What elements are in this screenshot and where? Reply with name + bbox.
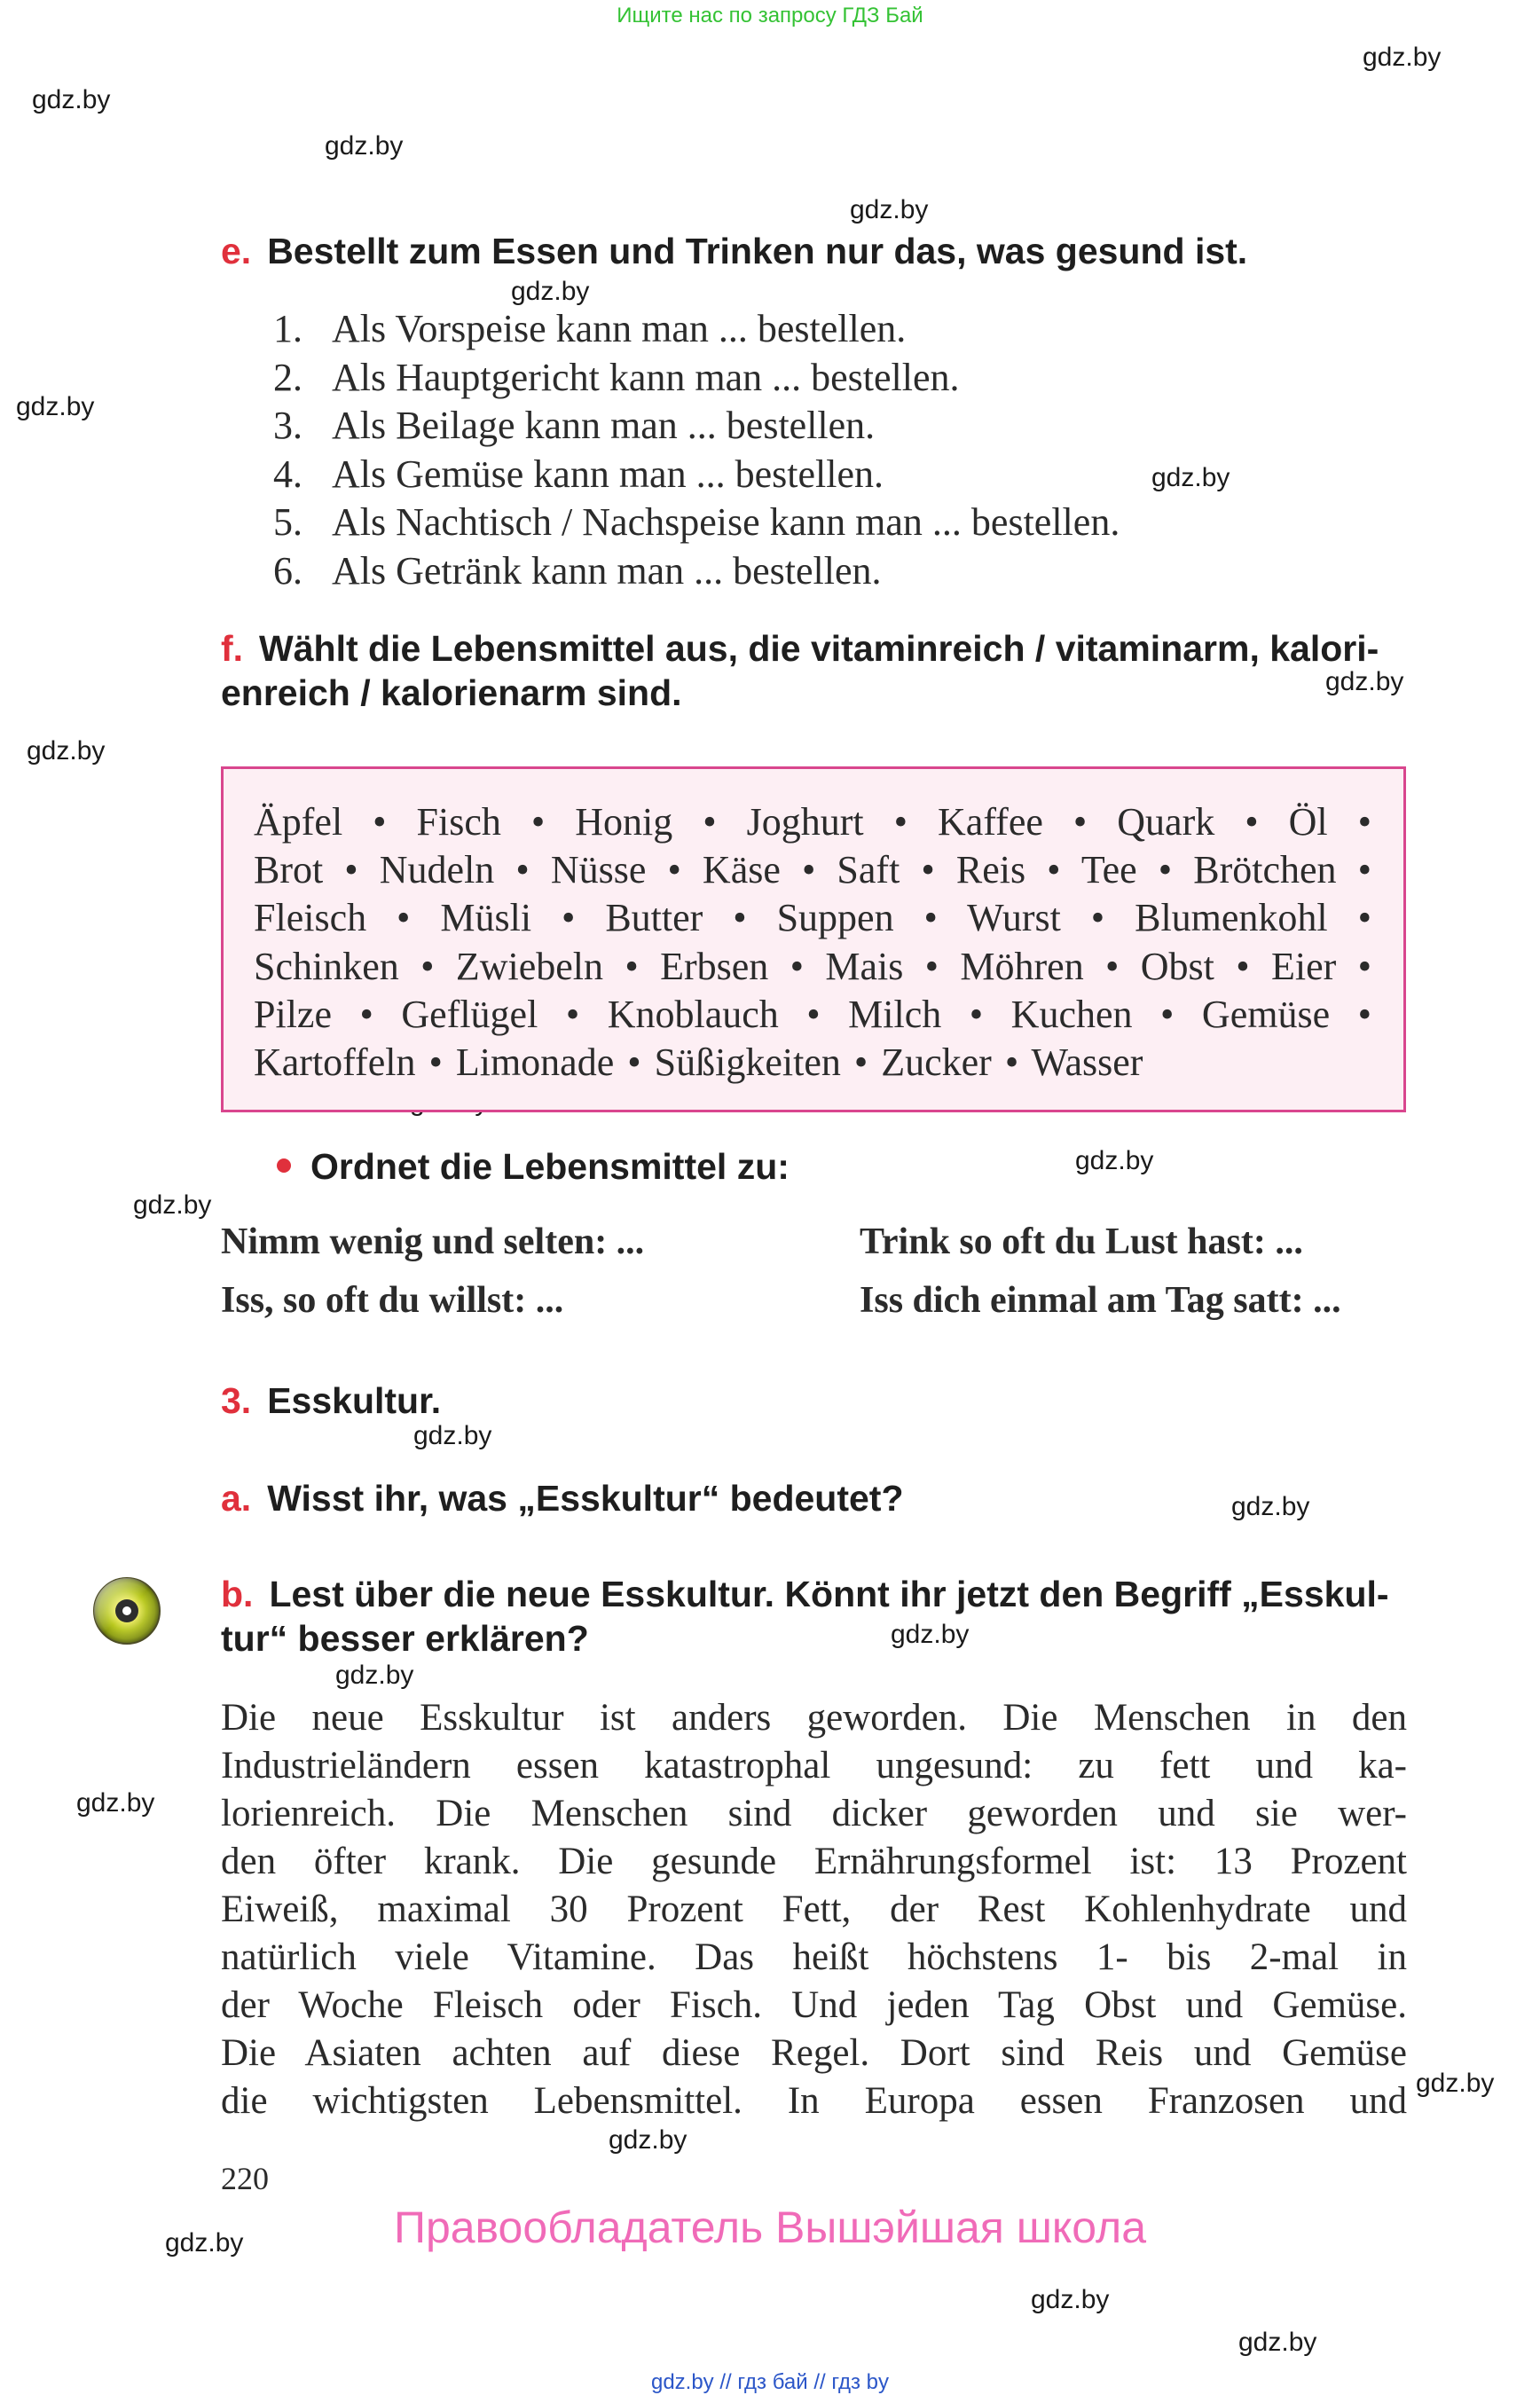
watermark: gdz.by bbox=[413, 1421, 492, 1450]
bullet-icon bbox=[277, 1158, 291, 1173]
watermark: gdz.by bbox=[1238, 2328, 1317, 2357]
order-prompt bbox=[277, 1144, 790, 1189]
list-item-number: 5. bbox=[273, 500, 302, 544]
rule-left-2: Iss, so oft du willst: ... bbox=[221, 1280, 564, 1321]
list-item-number: 2. bbox=[273, 355, 302, 399]
task-f-letter: f. bbox=[221, 628, 244, 669]
food-list bbox=[254, 798, 1371, 1087]
task-a-letter: a. bbox=[221, 1478, 252, 1519]
bottom-links[interactable]: gdz.by // гдз бай // гдз by bbox=[650, 2370, 890, 2394]
paragraph-line: der Woche Fleisch oder Fisch. Und jeden Tag Obst und Gemüse. bbox=[221, 1984, 1407, 2026]
task-e-list bbox=[273, 305, 1120, 595]
task-f-title-line1: Wählt die Lebensmittel aus, die vitaminreich / vitaminarm, kalori- bbox=[259, 628, 1379, 669]
paragraph-line: Industrieländern essen katastrophal ungesund: zu fett und ka- bbox=[221, 1745, 1407, 1787]
paragraph-line: Die Asiaten achten auf diese Regel. Dort sind Reis und Gemüse bbox=[221, 2032, 1407, 2074]
list-item-number: 4. bbox=[273, 452, 302, 496]
list-item-text: Als Gemüse kann man ... bestellen. bbox=[332, 452, 884, 496]
watermark: gdz.by bbox=[1031, 2285, 1110, 2314]
reading-paragraph bbox=[221, 1694, 1407, 2125]
page-number: 220 bbox=[221, 2161, 269, 2196]
food-line: Äpfel • Fisch • Honig • Joghurt • Kaffee • Quark • Öl • bbox=[254, 800, 1371, 844]
task-b-letter: b. bbox=[221, 1574, 254, 1614]
paragraph-line: Die neue Esskultur ist anders geworden. Die Menschen in den bbox=[221, 1697, 1407, 1739]
audio-cd-icon[interactable] bbox=[91, 1575, 162, 1646]
task-a-heading bbox=[221, 1476, 904, 1520]
food-line: Kartoffeln • Limonade • Süßigkeiten • Zucker • Wasser bbox=[254, 1041, 1143, 1085]
rule-right-2: Iss dich einmal am Tag satt: ... bbox=[860, 1280, 1341, 1321]
section-3-heading bbox=[221, 1378, 441, 1423]
food-line: Brot • Nudeln • Nüsse • Käse • Saft • Reis • Tee • Brötchen • bbox=[254, 848, 1371, 892]
watermark: gdz.by bbox=[1075, 1146, 1154, 1175]
list-item-text: Als Hauptgericht kann man ... bestellen. bbox=[332, 355, 960, 399]
watermark: gdz.by bbox=[76, 1788, 155, 1818]
list-item bbox=[273, 499, 1120, 547]
rights-holder: Правообладатель Вышэйшая школа bbox=[394, 2203, 1146, 2252]
paragraph-line: natürlich viele Vitamine. Das heißt höchstens 1- bis 2-mal in bbox=[221, 1936, 1407, 1978]
food-line: Pilze • Geflügel • Knoblauch • Milch • Kuchen • Gemüse • bbox=[254, 992, 1371, 1036]
list-item bbox=[273, 402, 1120, 451]
paragraph-line: den öfter krank. Die gesunde Ernährungsformel ist: 13 Prozent bbox=[221, 1841, 1407, 1882]
watermark: gdz.by bbox=[609, 2125, 688, 2155]
list-item-number: 1. bbox=[273, 307, 302, 350]
section-3-title: Esskultur. bbox=[267, 1380, 442, 1421]
list-item-text: Als Vorspeise kann man ... bestellen. bbox=[332, 307, 907, 350]
task-f-heading bbox=[221, 626, 1379, 715]
list-item-number: 3. bbox=[273, 404, 302, 447]
list-item-text: Als Beilage kann man ... bestellen. bbox=[332, 404, 876, 447]
watermark: gdz.by bbox=[1325, 667, 1404, 696]
watermark: gdz.by bbox=[335, 1661, 414, 1690]
task-a-text: Wisst ihr, was „Esskultur“ bedeutet? bbox=[267, 1478, 904, 1519]
watermark: gdz.by bbox=[1151, 463, 1230, 492]
list-item-text: Als Nachtisch / Nachspeise kann man ... bestellen. bbox=[332, 500, 1120, 544]
watermark: gdz.by bbox=[511, 277, 590, 306]
task-b-line2: tur“ besser erklären? bbox=[221, 1618, 589, 1659]
rule-left-1: Nimm wenig und selten: ... bbox=[221, 1221, 645, 1262]
task-e-heading bbox=[221, 229, 1247, 273]
watermark: gdz.by bbox=[891, 1620, 970, 1649]
paragraph-line: Eiweiß, maximal 30 Prozent Fett, der Rest Kohlenhydrate und bbox=[221, 1889, 1407, 1930]
list-item bbox=[273, 547, 1120, 596]
list-item-text: Als Getränk kann man ... bestellen. bbox=[332, 548, 882, 593]
watermark: gdz.by bbox=[1416, 2069, 1495, 2098]
watermark: gdz.by bbox=[850, 195, 929, 224]
task-e-title: Bestellt zum Essen und Trinken nur das, was gesund ist. bbox=[267, 231, 1248, 271]
paragraph-line: lorienreich. Die Menschen sind dicker geworden und sie wer- bbox=[221, 1793, 1407, 1834]
watermark: gdz.by bbox=[165, 2228, 244, 2258]
watermark: gdz.by bbox=[325, 131, 404, 161]
watermark: gdz.by bbox=[32, 85, 111, 114]
watermark: gdz.by bbox=[1363, 43, 1442, 72]
list-item bbox=[273, 451, 1120, 499]
list-item bbox=[273, 354, 1120, 403]
food-line: Schinken • Zwiebeln • Erbsen • Mais • Möhren • Obst • Eier • bbox=[254, 944, 1371, 988]
watermark: gdz.by bbox=[16, 392, 95, 421]
paragraph-line: die wichtigsten Lebensmittel. In Europa essen Franzosen und bbox=[221, 2080, 1407, 2122]
task-e-letter: e. bbox=[221, 231, 252, 271]
section-3-number: 3. bbox=[221, 1380, 252, 1421]
task-f-title-line2: enreich / kalorienarm sind. bbox=[221, 672, 682, 713]
watermark: gdz.by bbox=[133, 1190, 212, 1220]
rule-right-1: Trink so oft du Lust hast: ... bbox=[860, 1221, 1303, 1262]
task-b-heading bbox=[221, 1572, 1389, 1661]
top-banner[interactable]: Ищите нас по запросу ГДЗ Бай bbox=[617, 4, 923, 27]
list-item bbox=[273, 305, 1120, 354]
order-prompt-text: Ordnet die Lebensmittel zu: bbox=[310, 1146, 790, 1187]
watermark: gdz.by bbox=[27, 736, 106, 766]
task-b-line1: Lest über die neue Esskultur. Könnt ihr jetzt den Begriff „Esskul- bbox=[269, 1574, 1389, 1614]
food-line: Fleisch • Müsli • Butter • Suppen • Wurst • Blumenkohl • bbox=[254, 896, 1371, 940]
watermark: gdz.by bbox=[1231, 1492, 1310, 1521]
list-item-number: 6. bbox=[273, 548, 302, 593]
